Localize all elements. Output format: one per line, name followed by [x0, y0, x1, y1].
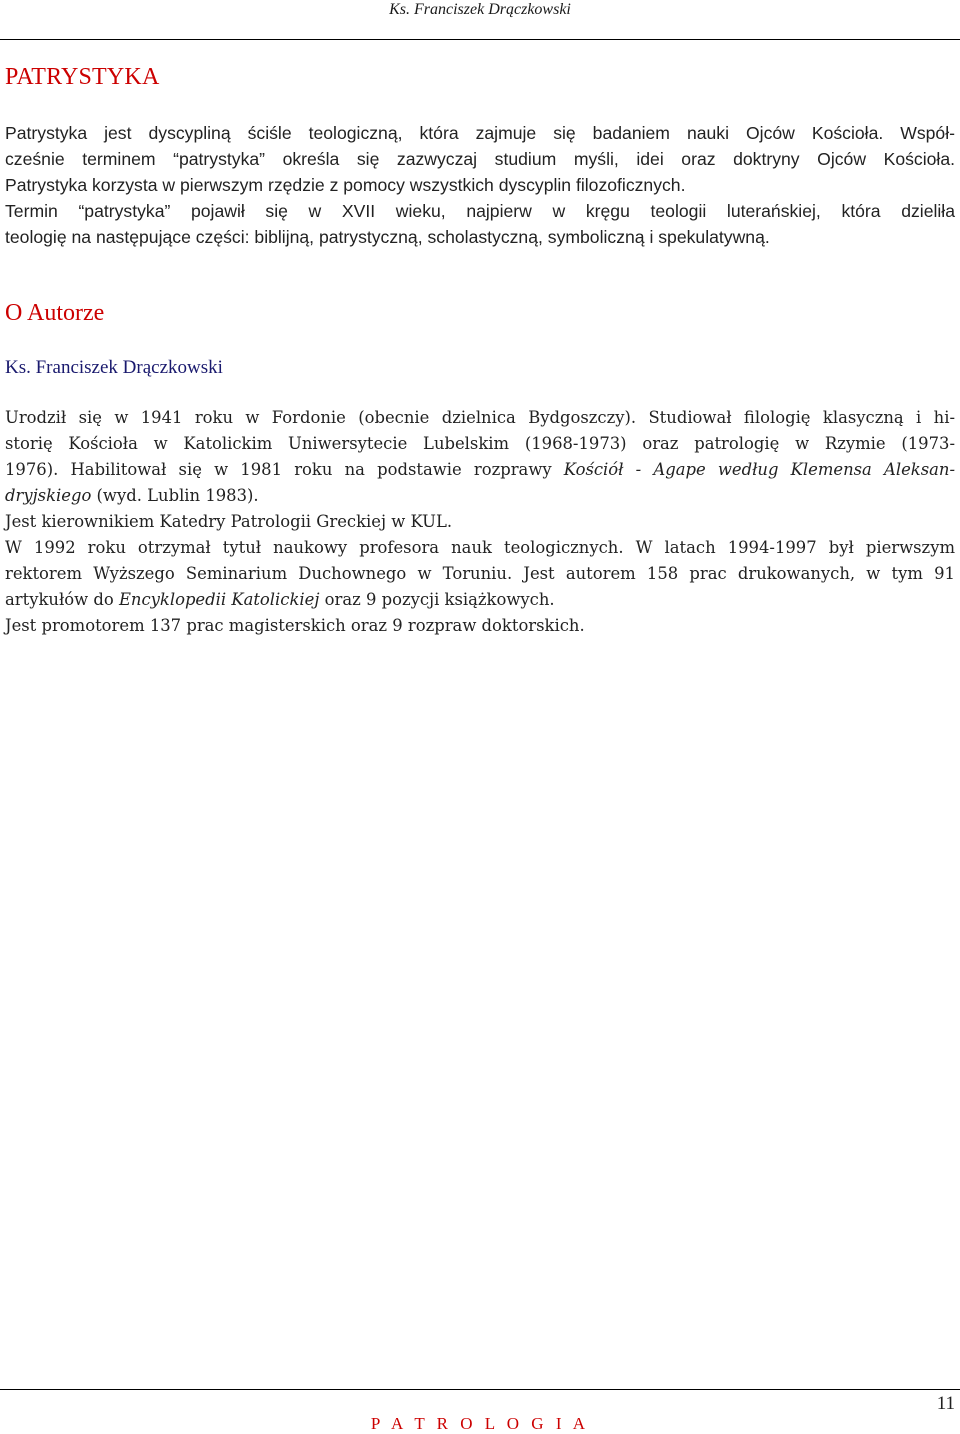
- text-line: Patrystyka jest dyscypliną ściśle teologiczną, która zajmuje się badaniem nauki Ojców Kościoła. Współ-: [5, 123, 955, 143]
- bio-line: rektorem Wyższego Seminarium Duchownego w Toruniu. Jest autorem 158 prac drukowanych, w tym 91: [5, 564, 955, 583]
- bio-line: Urodził się w 1941 roku w Fordonie (obecnie dzielnica Bydgoszczy). Studiował filologię klasyczną i hi-: [5, 408, 955, 427]
- text-line: teologię na następujące części: biblijną, patrystyczną, scholastyczną, symboliczną i spekulatywną.: [5, 227, 770, 247]
- bio-line: [5, 457, 955, 483]
- encyclopedia-title: Encyklopedii Katolickiej: [118, 590, 320, 609]
- text-line: cześnie terminem “patrystyka” określa się zazwyczaj studium myśli, idei oraz doktryny Ojców Kościoła.: [5, 149, 955, 169]
- page-header: [0, 0, 960, 40]
- text-line: Termin “patrystyka” pojawił się w XVII wieku, najpierw w kręgu teologii luterańskiej, która dzieliła: [5, 201, 955, 221]
- bio-text: artykułów do: [5, 590, 119, 609]
- bio-line: Jest kierownikiem Katedry Patrologii Greckiej w KUL.: [5, 512, 453, 531]
- author-name: Ks. Franciszek Drączkowski: [5, 357, 223, 378]
- text-line: Patrystyka korzysta w pierwszym rzędzie z pomocy wszystkich dyscyplin filozoficznych.: [5, 175, 686, 195]
- bio-text: oraz 9 pozycji książkowych.: [319, 590, 555, 609]
- bio-line: [5, 483, 955, 509]
- bio-line: Jest promotorem 137 prac magisterskich oraz 9 rozpraw doktorskich.: [5, 616, 585, 635]
- author-bio: [5, 405, 955, 639]
- page-number: 11: [936, 1393, 955, 1414]
- footer-divider: [0, 1389, 960, 1390]
- bio-text: (wyd. Lublin 1983).: [91, 486, 259, 505]
- bio-line: W 1992 roku otrzymał tytuł naukowy profesora nauk teologicznych. W latach 1994-1997 był pierwszym: [5, 538, 955, 557]
- book-title: Kościół - Agape według Klemensa Aleksan-: [563, 460, 955, 479]
- bio-line: storię Kościoła w Katolickim Uniwersytecie Lubelskim (1968-1973) oraz patrologię w Rzymie (1973-: [5, 434, 955, 453]
- section-title-patrystyka: PATRYSTYKA: [5, 64, 160, 90]
- patrystyka-paragraph: [5, 120, 955, 250]
- section-title-o-autorze: O Autorze: [5, 300, 105, 326]
- running-title: Ks. Franciszek Drączkowski: [389, 1, 571, 18]
- running-footer: P A T R O L O G I A: [370, 1414, 590, 1433]
- book-title-continued: dryjskiego: [5, 486, 92, 505]
- bio-line: [5, 587, 955, 613]
- bio-text: 1976). Habilitował się w 1981 roku na podstawie rozprawy: [5, 460, 564, 479]
